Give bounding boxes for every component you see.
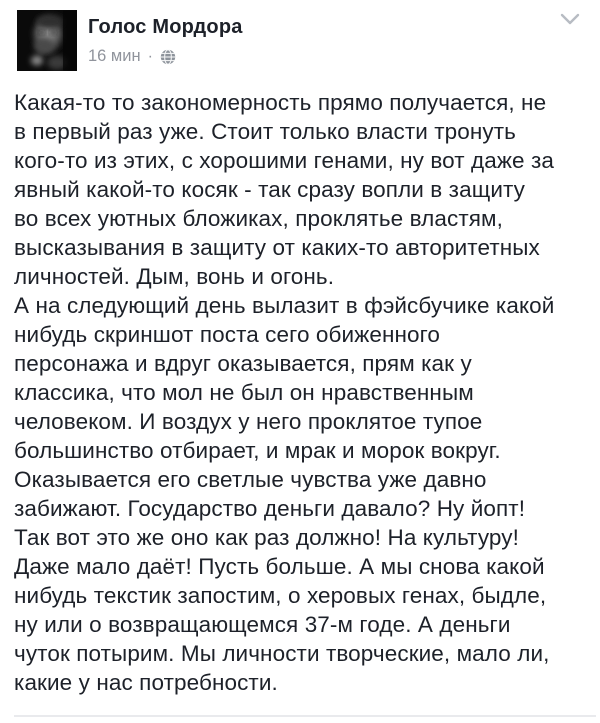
post-text-line: забижают. Государство деньги давало? Ну йопт! — [14, 496, 526, 521]
post-text-line: кого-то из этих, с хорошими генами, ну вот даже за — [14, 148, 555, 173]
post-text-line: Даже мало даёт! Пусть больше. А мы снова какой — [14, 554, 545, 579]
post-text-line: во всех уютных бложиках, проклятье властям, — [14, 206, 503, 231]
post-header — [0, 0, 600, 72]
meta-separator: · — [147, 47, 153, 65]
post-meta — [88, 47, 176, 66]
post-text-line: Оказывается его светлые чувства уже давно — [14, 467, 487, 492]
avatar-portrait-image — [17, 10, 77, 71]
post-text-line: Так вот это же оно как раз должно! На культуру! — [14, 525, 519, 550]
chevron-down-icon[interactable] — [560, 12, 580, 28]
post-text-line: большинство отбирает, и мрак и морок вокруг. — [14, 438, 501, 463]
post-text-line: какие у нас потребности. — [14, 670, 278, 695]
post-text-line: нибудь текстик запостим, о херовых генах, быдле, — [14, 583, 547, 608]
post-text-line: явный какой-то косяк - так сразу вопли в защиту — [14, 177, 525, 202]
post-text-line: Какая-то то закономерность прямо получается, не — [14, 90, 547, 115]
bottom-divider — [14, 715, 596, 717]
avatar[interactable] — [17, 10, 77, 71]
post-text-line: персонажа и вдруг оказывается, прям как у — [14, 351, 472, 376]
post-text-line: личностей. Дым, вонь и огонь. — [14, 264, 335, 289]
post-text-line: ну или о возвращающемся 37-м годе. А деньги — [14, 612, 511, 637]
post-text — [14, 88, 594, 697]
post-text-line: классика, что мол не был он нравственным — [14, 380, 474, 405]
post-text-line: нибудь скриншот поста сего обиженного — [14, 322, 441, 347]
post-text-line: высказывания в защиту от каких-то авторитетных — [14, 235, 540, 260]
post-text-line: человеком. И воздух у него проклятое тупое — [14, 409, 483, 434]
timestamp[interactable]: 16 мин — [88, 47, 141, 65]
page-name-link[interactable]: Голос Мордора — [88, 16, 243, 38]
globe-icon — [160, 49, 176, 65]
post-text-line: А на следующий день вылазит в фэйсбучике какой — [14, 293, 555, 318]
post-text-line: в первый раз уже. Стоит только власти тронуть — [14, 119, 516, 144]
post-text-line: чуток потырим. Мы личности творческие, мало ли, — [14, 641, 550, 666]
